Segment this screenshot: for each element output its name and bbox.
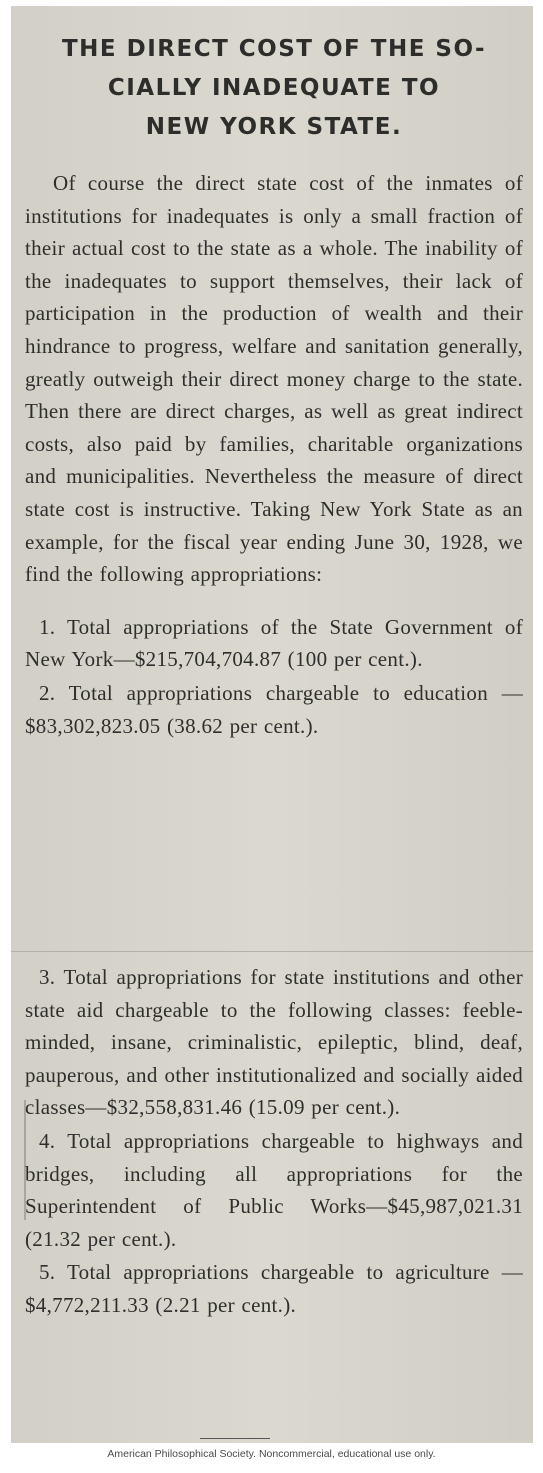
appropriation-item-5: 5. Total appropriations chargeable to agriculture — $4,772,211.33 (2.21 per cent.). <box>25 1260 523 1317</box>
headline-line-2: CIALLY INADEQUATE TO <box>107 75 441 101</box>
newspaper-clipping-upper <box>11 6 533 951</box>
appropriation-item-1: 1. Total appropriations of the State Government of New York—$215,704,704.87 (100 per cent.). <box>25 614 523 672</box>
appropriations-list-lower <box>25 961 523 1322</box>
appropriations-list-upper <box>25 611 523 742</box>
newspaper-clipping-lower <box>11 951 533 1443</box>
headline-line-1: THE DIRECT COST OF THE SO- <box>61 36 486 62</box>
article-headline <box>25 30 523 147</box>
appropriation-item-3: 3. Total appropriations for state institutions and other state aid chargeable to the following classes: feeble-minded, insane, criminalistic, epileptic, blind, deaf, pauperous, and other institutionalized and socially aided classes—$32,558,831.46 (15.09 per cent.). <box>25 965 523 1120</box>
appropriation-item-2: 2. Total appropriations chargeable to education — $83,302,823.05 (38.62 per cent.). <box>25 680 523 738</box>
intro-paragraph: Of course the direct state cost of the inmates of institutions for inadequates is only a small fraction of their actual cost to the state as a whole. The inability of the inadequates to support themselves, their lack of participation in the production of wealth and their hindrance to progress, welfare and sanitation generally, greatly outweigh their direct money charge to the state. Then there are direct charges, as well as great indirect costs, also paid by families, charitable organizations and municipalities. Nevertheless the measure of direct state cost is instructive. Taking New York State as an example, for the fiscal year ending June 30, 1928, we find the following appropriations: <box>25 171 523 587</box>
headline-line-3: NEW YORK STATE. <box>145 114 403 140</box>
appropriation-item-4: 4. Total appropriations chargeable to highways and bridges, including all appropriations for the Superintendent of Public Works—$45,987,021.31 (21.32 per cent.). <box>25 1128 523 1251</box>
archive-credit: American Philosophical Society. Noncommercial, educational use only. <box>107 1448 436 1460</box>
closing-rule <box>200 1438 270 1439</box>
paper-fold-mark <box>24 1100 26 1220</box>
